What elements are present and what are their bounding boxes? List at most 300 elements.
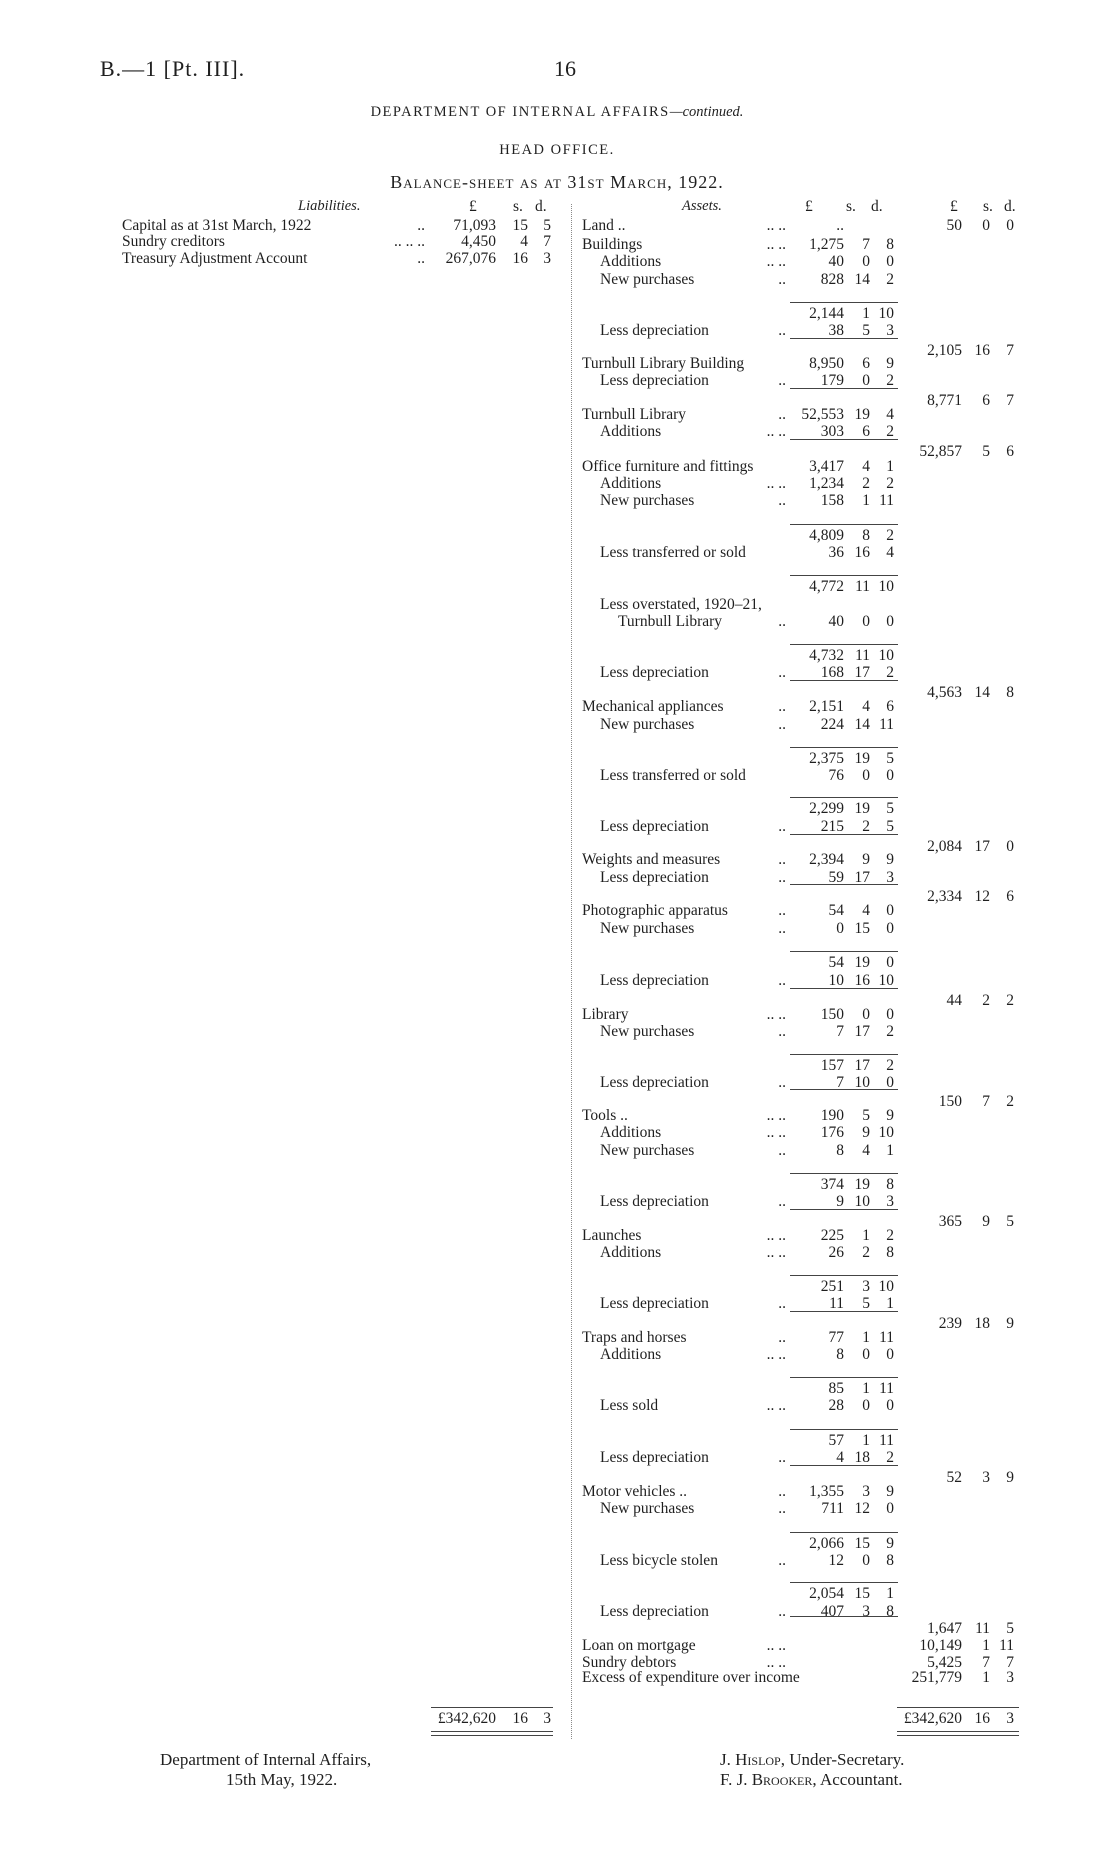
signature-name: J. Hislop xyxy=(720,1750,781,1769)
asset-label: Turnbull Library xyxy=(582,406,687,423)
asset-net-shillings: 16 xyxy=(974,342,990,359)
asset-pence: 11 xyxy=(879,1329,894,1346)
asset-label: Turnbull Library xyxy=(618,613,723,630)
asset-shillings: 17 xyxy=(854,1023,870,1040)
assets-net-col-pence: d. xyxy=(1004,198,1016,215)
asset-label: Traps and horses xyxy=(582,1329,687,1346)
asset-shillings: 1 xyxy=(862,1432,870,1449)
asset-pence: 0 xyxy=(886,253,894,270)
asset-dots: .. xyxy=(778,1142,786,1159)
asset-pence: 6 xyxy=(886,698,894,715)
liabilities-heading: Liabilities. xyxy=(298,198,361,214)
asset-net-pounds: 251,779 xyxy=(911,1669,962,1686)
asset-label: New purchases xyxy=(600,920,695,937)
asset-pence: 10 xyxy=(878,305,894,322)
subtotal-rule xyxy=(790,747,898,748)
asset-pence: 2 xyxy=(886,271,894,288)
asset-net-pence: 9 xyxy=(1006,1315,1014,1332)
asset-net-pence: 7 xyxy=(1006,342,1014,359)
footer-department: Department of Internal Affairs, xyxy=(160,1750,372,1769)
liabilities-total-rule xyxy=(431,1707,553,1708)
asset-pence: 9 xyxy=(886,851,894,868)
section-rule xyxy=(790,439,898,440)
asset-pounds: 26 xyxy=(828,1244,844,1261)
asset-shillings: 3 xyxy=(862,1483,870,1500)
asset-label: Less depreciation xyxy=(600,1295,709,1312)
assets-net-col-shillings: s. xyxy=(983,198,993,215)
asset-pounds: 57 xyxy=(828,1432,844,1449)
asset-label: Additions xyxy=(600,1244,662,1261)
asset-label: Weights and measures xyxy=(582,851,721,868)
liabilities-total-shillings: 16 xyxy=(512,1710,528,1727)
assets-total-double-rule xyxy=(897,1731,1019,1736)
asset-pence: 1 xyxy=(886,1142,894,1159)
asset-net-pence: 0 xyxy=(1006,217,1014,234)
asset-pounds: 2,394 xyxy=(809,851,844,868)
asset-dots: .. .. xyxy=(766,1124,786,1141)
asset-pounds: 828 xyxy=(820,271,844,288)
asset-label: Less depreciation xyxy=(600,972,709,989)
asset-pence: 10 xyxy=(878,1278,894,1295)
asset-dots: .. .. xyxy=(766,1107,786,1124)
asset-label: Mechanical appliances xyxy=(582,698,724,715)
asset-pounds: 179 xyxy=(820,372,844,389)
asset-net-pence: 0 xyxy=(1006,838,1014,855)
page-number: 16 xyxy=(554,56,576,81)
asset-shillings: 6 xyxy=(862,423,870,440)
asset-pounds: 215 xyxy=(820,818,844,835)
asset-shillings: 19 xyxy=(854,750,870,767)
asset-net-pounds: 365 xyxy=(938,1213,962,1230)
asset-net-pounds: 2,334 xyxy=(927,888,962,905)
asset-net-shillings: 1 xyxy=(982,1637,990,1654)
asset-shillings: 4 xyxy=(862,902,870,919)
asset-shillings: 16 xyxy=(854,544,870,561)
asset-shillings: 8 xyxy=(862,527,870,544)
asset-pence: 11 xyxy=(879,492,894,509)
asset-dots: .. xyxy=(778,492,786,509)
asset-net-shillings: 1 xyxy=(982,1669,990,1686)
asset-pence: 9 xyxy=(886,355,894,372)
department-name: DEPARTMENT OF INTERNAL AFFAIRS xyxy=(370,104,670,120)
continued-note: —continued. xyxy=(669,104,744,120)
asset-pounds: 85 xyxy=(828,1380,844,1397)
asset-dots: .. xyxy=(778,271,786,288)
asset-shillings: 11 xyxy=(855,647,870,664)
asset-label: New purchases xyxy=(600,1142,695,1159)
signature-role: , Accountant. xyxy=(812,1770,903,1789)
assets-col-pounds: £ xyxy=(805,198,813,215)
asset-shillings: 0 xyxy=(862,372,870,389)
asset-shillings: 5 xyxy=(862,322,870,339)
asset-label: Photographic apparatus xyxy=(582,902,728,919)
asset-pounds: 9 xyxy=(836,1193,844,1210)
asset-pence: 3 xyxy=(886,1193,894,1210)
asset-net-pence: 8 xyxy=(1006,684,1014,701)
asset-shillings: 19 xyxy=(854,800,870,817)
asset-net-shillings: 11 xyxy=(975,1620,990,1637)
asset-pence: 9 xyxy=(886,1107,894,1124)
asset-dots: .. xyxy=(778,972,786,989)
asset-pounds: 7 xyxy=(836,1023,844,1040)
page-reference: B.—1 [Pt. III]. xyxy=(100,56,246,81)
asset-pounds: 11 xyxy=(829,1295,844,1312)
asset-pounds: 28 xyxy=(828,1397,844,1414)
asset-shillings: 14 xyxy=(854,271,870,288)
asset-label: Launches xyxy=(582,1227,642,1244)
asset-dots: .. xyxy=(778,1329,786,1346)
subtotal-rule xyxy=(790,1532,898,1533)
asset-label: Less transferred or sold xyxy=(600,544,746,561)
asset-pounds: 157 xyxy=(820,1057,844,1074)
asset-pence: 2 xyxy=(886,1227,894,1244)
asset-pence: 2 xyxy=(886,372,894,389)
section-rule xyxy=(790,1209,898,1210)
asset-shillings: 9 xyxy=(862,1124,870,1141)
asset-label: New purchases xyxy=(600,271,695,288)
asset-dots: .. xyxy=(778,1295,786,1312)
assets-col-pence: d. xyxy=(871,198,883,215)
asset-net-pounds: 8,771 xyxy=(927,392,962,409)
asset-pounds: 54 xyxy=(828,954,844,971)
asset-pounds: 2,066 xyxy=(809,1535,844,1552)
liability-label: Treasury Adjustment Account xyxy=(122,250,308,267)
asset-dots: .. xyxy=(778,902,786,919)
asset-shillings: 4 xyxy=(862,1142,870,1159)
asset-pounds: 12 xyxy=(828,1552,844,1569)
asset-shillings: 4 xyxy=(862,458,870,475)
liability-pence: 5 xyxy=(543,217,551,234)
subtotal-rule xyxy=(790,1377,898,1378)
asset-dots: .. xyxy=(778,1449,786,1466)
asset-label: Additions xyxy=(600,1124,662,1141)
asset-pounds: 76 xyxy=(828,767,844,784)
asset-label: Less transferred or sold xyxy=(600,767,746,784)
asset-pounds: 8 xyxy=(836,1142,844,1159)
asset-net-pounds: 239 xyxy=(938,1315,962,1332)
section-rule xyxy=(790,988,898,989)
asset-pence: 3 xyxy=(886,322,894,339)
asset-dots: .. xyxy=(778,920,786,937)
asset-pounds: 40 xyxy=(828,613,844,630)
asset-label: Less depreciation xyxy=(600,818,709,835)
asset-label: Turnbull Library Building xyxy=(582,355,745,372)
asset-pence: 10 xyxy=(878,578,894,595)
signature-accountant xyxy=(720,1770,903,1790)
subtotal-rule xyxy=(790,1173,898,1174)
asset-pence: 0 xyxy=(886,613,894,630)
asset-label: Less depreciation xyxy=(600,1449,709,1466)
asset-net-shillings: 17 xyxy=(974,838,990,855)
asset-pence: 2 xyxy=(886,1023,894,1040)
asset-shillings: 2 xyxy=(862,475,870,492)
asset-shillings: 0 xyxy=(862,1346,870,1363)
asset-dots: .. xyxy=(778,1193,786,1210)
asset-label: Loan on mortgage xyxy=(582,1637,696,1654)
liability-label: Capital as at 31st March, 1922 xyxy=(122,217,312,234)
asset-dots: .. xyxy=(778,851,786,868)
asset-label: Additions xyxy=(600,1346,662,1363)
asset-net-pence: 11 xyxy=(999,1637,1014,1654)
liability-shillings: 16 xyxy=(512,250,528,267)
asset-net-shillings: 2 xyxy=(982,992,990,1009)
assets-total-pence: 3 xyxy=(1006,1710,1014,1727)
asset-pounds: 4,772 xyxy=(809,578,844,595)
asset-net-shillings: 3 xyxy=(982,1469,990,1486)
asset-net-pounds: 2,105 xyxy=(927,342,962,359)
asset-pounds: 52,553 xyxy=(801,406,844,423)
asset-dots: .. .. xyxy=(766,1227,786,1244)
asset-pence: 0 xyxy=(886,1346,894,1363)
asset-pence: 8 xyxy=(886,1552,894,1569)
asset-pence: 0 xyxy=(886,1006,894,1023)
asset-net-shillings: 9 xyxy=(982,1213,990,1230)
asset-shillings: 17 xyxy=(854,664,870,681)
asset-shillings: 17 xyxy=(854,869,870,886)
section-rule xyxy=(790,388,898,389)
asset-net-pence: 2 xyxy=(1006,1093,1014,1110)
asset-net-pounds: 4,563 xyxy=(927,684,962,701)
asset-label: New purchases xyxy=(600,1023,695,1040)
section-rule xyxy=(790,1089,898,1090)
asset-shillings: 15 xyxy=(854,1535,870,1552)
subtotal-rule xyxy=(790,951,898,952)
liabilities-total-double-rule xyxy=(431,1731,553,1736)
asset-shillings: 14 xyxy=(854,716,870,733)
asset-pounds: 0 xyxy=(836,920,844,937)
asset-pounds: 8,950 xyxy=(809,355,844,372)
asset-pounds: 224 xyxy=(820,716,844,733)
asset-pence: 0 xyxy=(886,1397,894,1414)
subtotal-rule xyxy=(790,575,898,576)
asset-pence: 1 xyxy=(886,458,894,475)
footer-date: 15th May, 1922. xyxy=(226,1770,338,1789)
assets-net-col-pounds: £ xyxy=(950,198,958,215)
assets-col-shillings: s. xyxy=(846,198,856,215)
asset-label: Office furniture and fittings xyxy=(582,458,754,475)
asset-net-pence: 2 xyxy=(1006,992,1014,1009)
asset-shillings: 0 xyxy=(862,613,870,630)
asset-shillings: 15 xyxy=(854,920,870,937)
asset-shillings: 19 xyxy=(854,954,870,971)
liability-pounds: 71,093 xyxy=(453,217,496,234)
asset-shillings: 1 xyxy=(862,1329,870,1346)
asset-pounds: 4,732 xyxy=(809,647,844,664)
asset-net-pounds: 44 xyxy=(946,992,962,1009)
asset-shillings: 10 xyxy=(854,1193,870,1210)
asset-net-pounds: 52 xyxy=(946,1469,962,1486)
asset-dots: .. xyxy=(778,664,786,681)
asset-dots: .. .. xyxy=(766,1637,786,1654)
asset-net-shillings: 18 xyxy=(974,1315,990,1332)
subtotal-rule xyxy=(790,797,898,798)
asset-pence: 0 xyxy=(886,1500,894,1517)
asset-pounds: 40 xyxy=(828,253,844,270)
asset-pounds: 2,299 xyxy=(809,800,844,817)
asset-shillings: 10 xyxy=(854,1074,870,1091)
asset-label: Additions xyxy=(600,253,662,270)
asset-dots: .. .. xyxy=(766,217,786,234)
section-rule xyxy=(790,680,898,681)
asset-dots: .. xyxy=(778,1483,786,1500)
asset-pence: 2 xyxy=(886,423,894,440)
asset-shillings: 15 xyxy=(854,1585,870,1602)
asset-dots: .. xyxy=(778,1023,786,1040)
asset-net-pounds: 1,647 xyxy=(927,1620,962,1637)
asset-pence: 5 xyxy=(886,750,894,767)
asset-label: Tools .. xyxy=(582,1107,628,1124)
asset-pence: 8 xyxy=(886,1244,894,1261)
asset-pounds: 2,054 xyxy=(809,1585,844,1602)
asset-label: Additions xyxy=(600,423,662,440)
asset-label: Less sold xyxy=(600,1397,659,1414)
asset-net-shillings: 6 xyxy=(982,392,990,409)
asset-pounds: 2,144 xyxy=(809,305,844,322)
liabilities-total-pounds: £342,620 xyxy=(437,1710,496,1727)
asset-dots: .. xyxy=(778,1074,786,1091)
asset-label: Land .. xyxy=(582,217,626,234)
asset-pounds: 2,375 xyxy=(809,750,844,767)
department-heading xyxy=(0,104,1114,121)
asset-net-pounds: 52,857 xyxy=(919,443,962,460)
asset-pence: 2 xyxy=(886,664,894,681)
asset-pounds: 38 xyxy=(828,322,844,339)
asset-shillings: 4 xyxy=(862,698,870,715)
asset-pounds: 59 xyxy=(828,869,844,886)
liability-pence: 7 xyxy=(543,233,551,250)
asset-dots: .. xyxy=(778,1552,786,1569)
asset-shillings: 1 xyxy=(862,305,870,322)
asset-pounds: .. xyxy=(836,217,844,234)
section-rule xyxy=(790,1311,898,1312)
asset-shillings: 2 xyxy=(862,1244,870,1261)
asset-label: Less depreciation xyxy=(600,869,709,886)
asset-pence: 0 xyxy=(886,954,894,971)
asset-shillings: 11 xyxy=(855,578,870,595)
asset-net-pence: 3 xyxy=(1006,1669,1014,1686)
asset-dots: .. .. xyxy=(766,423,786,440)
asset-pence: 0 xyxy=(886,767,894,784)
liabilities-col-shillings: s. xyxy=(513,198,523,215)
asset-pounds: 225 xyxy=(820,1227,844,1244)
asset-pence: 10 xyxy=(878,972,894,989)
asset-pence: 2 xyxy=(886,475,894,492)
asset-net-shillings: 7 xyxy=(982,1654,990,1671)
asset-dots: .. xyxy=(778,698,786,715)
asset-shillings: 9 xyxy=(862,851,870,868)
liability-dots: .. xyxy=(417,250,425,267)
assets-total-pounds: £342,620 xyxy=(903,1710,962,1727)
asset-shillings: 0 xyxy=(862,767,870,784)
asset-pounds: 407 xyxy=(820,1603,844,1620)
asset-shillings: 1 xyxy=(862,1380,870,1397)
asset-shillings: 0 xyxy=(862,253,870,270)
asset-label: Less depreciation xyxy=(600,1603,709,1620)
asset-label: Less depreciation xyxy=(600,1074,709,1091)
asset-pence: 11 xyxy=(879,1432,894,1449)
balance-sheet-title: Balance-sheet as at 31st March, 1922. xyxy=(390,172,724,192)
asset-net-shillings: 14 xyxy=(974,684,990,701)
liabilities-col-pence: d. xyxy=(535,198,547,215)
asset-dots: .. xyxy=(778,716,786,733)
asset-pence: 11 xyxy=(879,716,894,733)
asset-pounds: 1,275 xyxy=(809,236,844,253)
asset-net-shillings: 12 xyxy=(974,888,990,905)
asset-label: New purchases xyxy=(600,716,695,733)
asset-net-pence: 6 xyxy=(1006,443,1014,460)
asset-label: Motor vehicles .. xyxy=(582,1483,688,1500)
office-heading: HEAD OFFICE. xyxy=(499,142,615,158)
assets-heading: Assets. xyxy=(682,198,722,214)
section-rule xyxy=(790,338,898,339)
liabilities-col-pounds: £ xyxy=(469,198,477,215)
liability-shillings: 15 xyxy=(512,217,528,234)
asset-net-shillings: 0 xyxy=(982,217,990,234)
asset-shillings: 5 xyxy=(862,1295,870,1312)
asset-dots: .. xyxy=(778,322,786,339)
asset-net-pounds: 50 xyxy=(946,217,962,234)
asset-pence: 11 xyxy=(879,1380,894,1397)
liability-shillings: 4 xyxy=(520,233,528,250)
asset-pounds: 303 xyxy=(820,423,844,440)
asset-net-pence: 5 xyxy=(1006,1620,1014,1637)
asset-dots: .. .. xyxy=(766,1006,786,1023)
asset-pounds: 190 xyxy=(820,1107,844,1124)
asset-pence: 0 xyxy=(886,920,894,937)
asset-net-pounds: 2,084 xyxy=(927,838,962,855)
asset-net-pounds: 10,149 xyxy=(919,1637,962,1654)
asset-dots: .. .. xyxy=(766,1397,786,1414)
asset-dots: .. .. xyxy=(766,1244,786,1261)
asset-pounds: 374 xyxy=(820,1176,844,1193)
asset-dots: .. xyxy=(778,406,786,423)
asset-shillings: 0 xyxy=(862,1006,870,1023)
asset-dots: .. xyxy=(778,869,786,886)
asset-dots: .. .. xyxy=(766,1654,786,1671)
asset-label: Less bicycle stolen xyxy=(600,1552,718,1569)
liability-dots: .. .. .. xyxy=(394,233,425,250)
asset-pounds: 711 xyxy=(821,1500,844,1517)
subtotal-rule xyxy=(790,1582,898,1583)
liability-pounds: 4,450 xyxy=(461,233,496,250)
asset-pounds: 2,151 xyxy=(809,698,844,715)
asset-pence: 0 xyxy=(886,1074,894,1091)
asset-label: Less overstated, 1920–21, xyxy=(600,596,762,613)
asset-shillings: 19 xyxy=(854,406,870,423)
column-divider xyxy=(571,204,572,1739)
asset-pounds: 7 xyxy=(836,1074,844,1091)
signature-under-secretary xyxy=(720,1750,904,1770)
asset-dots: .. xyxy=(778,372,786,389)
asset-net-pounds: 150 xyxy=(938,1093,962,1110)
asset-pounds: 1,355 xyxy=(809,1483,844,1500)
asset-shillings: 1 xyxy=(862,1227,870,1244)
asset-pounds: 251 xyxy=(820,1278,844,1295)
asset-label: Less depreciation xyxy=(600,664,709,681)
asset-pounds: 8 xyxy=(836,1346,844,1363)
subtotal-rule xyxy=(790,524,898,525)
assets-total-rule xyxy=(897,1707,1019,1708)
asset-pounds: 176 xyxy=(820,1124,844,1141)
asset-shillings: 6 xyxy=(862,355,870,372)
asset-label: Library xyxy=(582,1006,629,1023)
asset-label: Excess of expenditure over income xyxy=(582,1669,800,1686)
asset-pence: 0 xyxy=(886,902,894,919)
liability-pence: 3 xyxy=(543,250,551,267)
asset-pence: 2 xyxy=(886,1057,894,1074)
section-rule xyxy=(790,884,898,885)
asset-pence: 5 xyxy=(886,818,894,835)
